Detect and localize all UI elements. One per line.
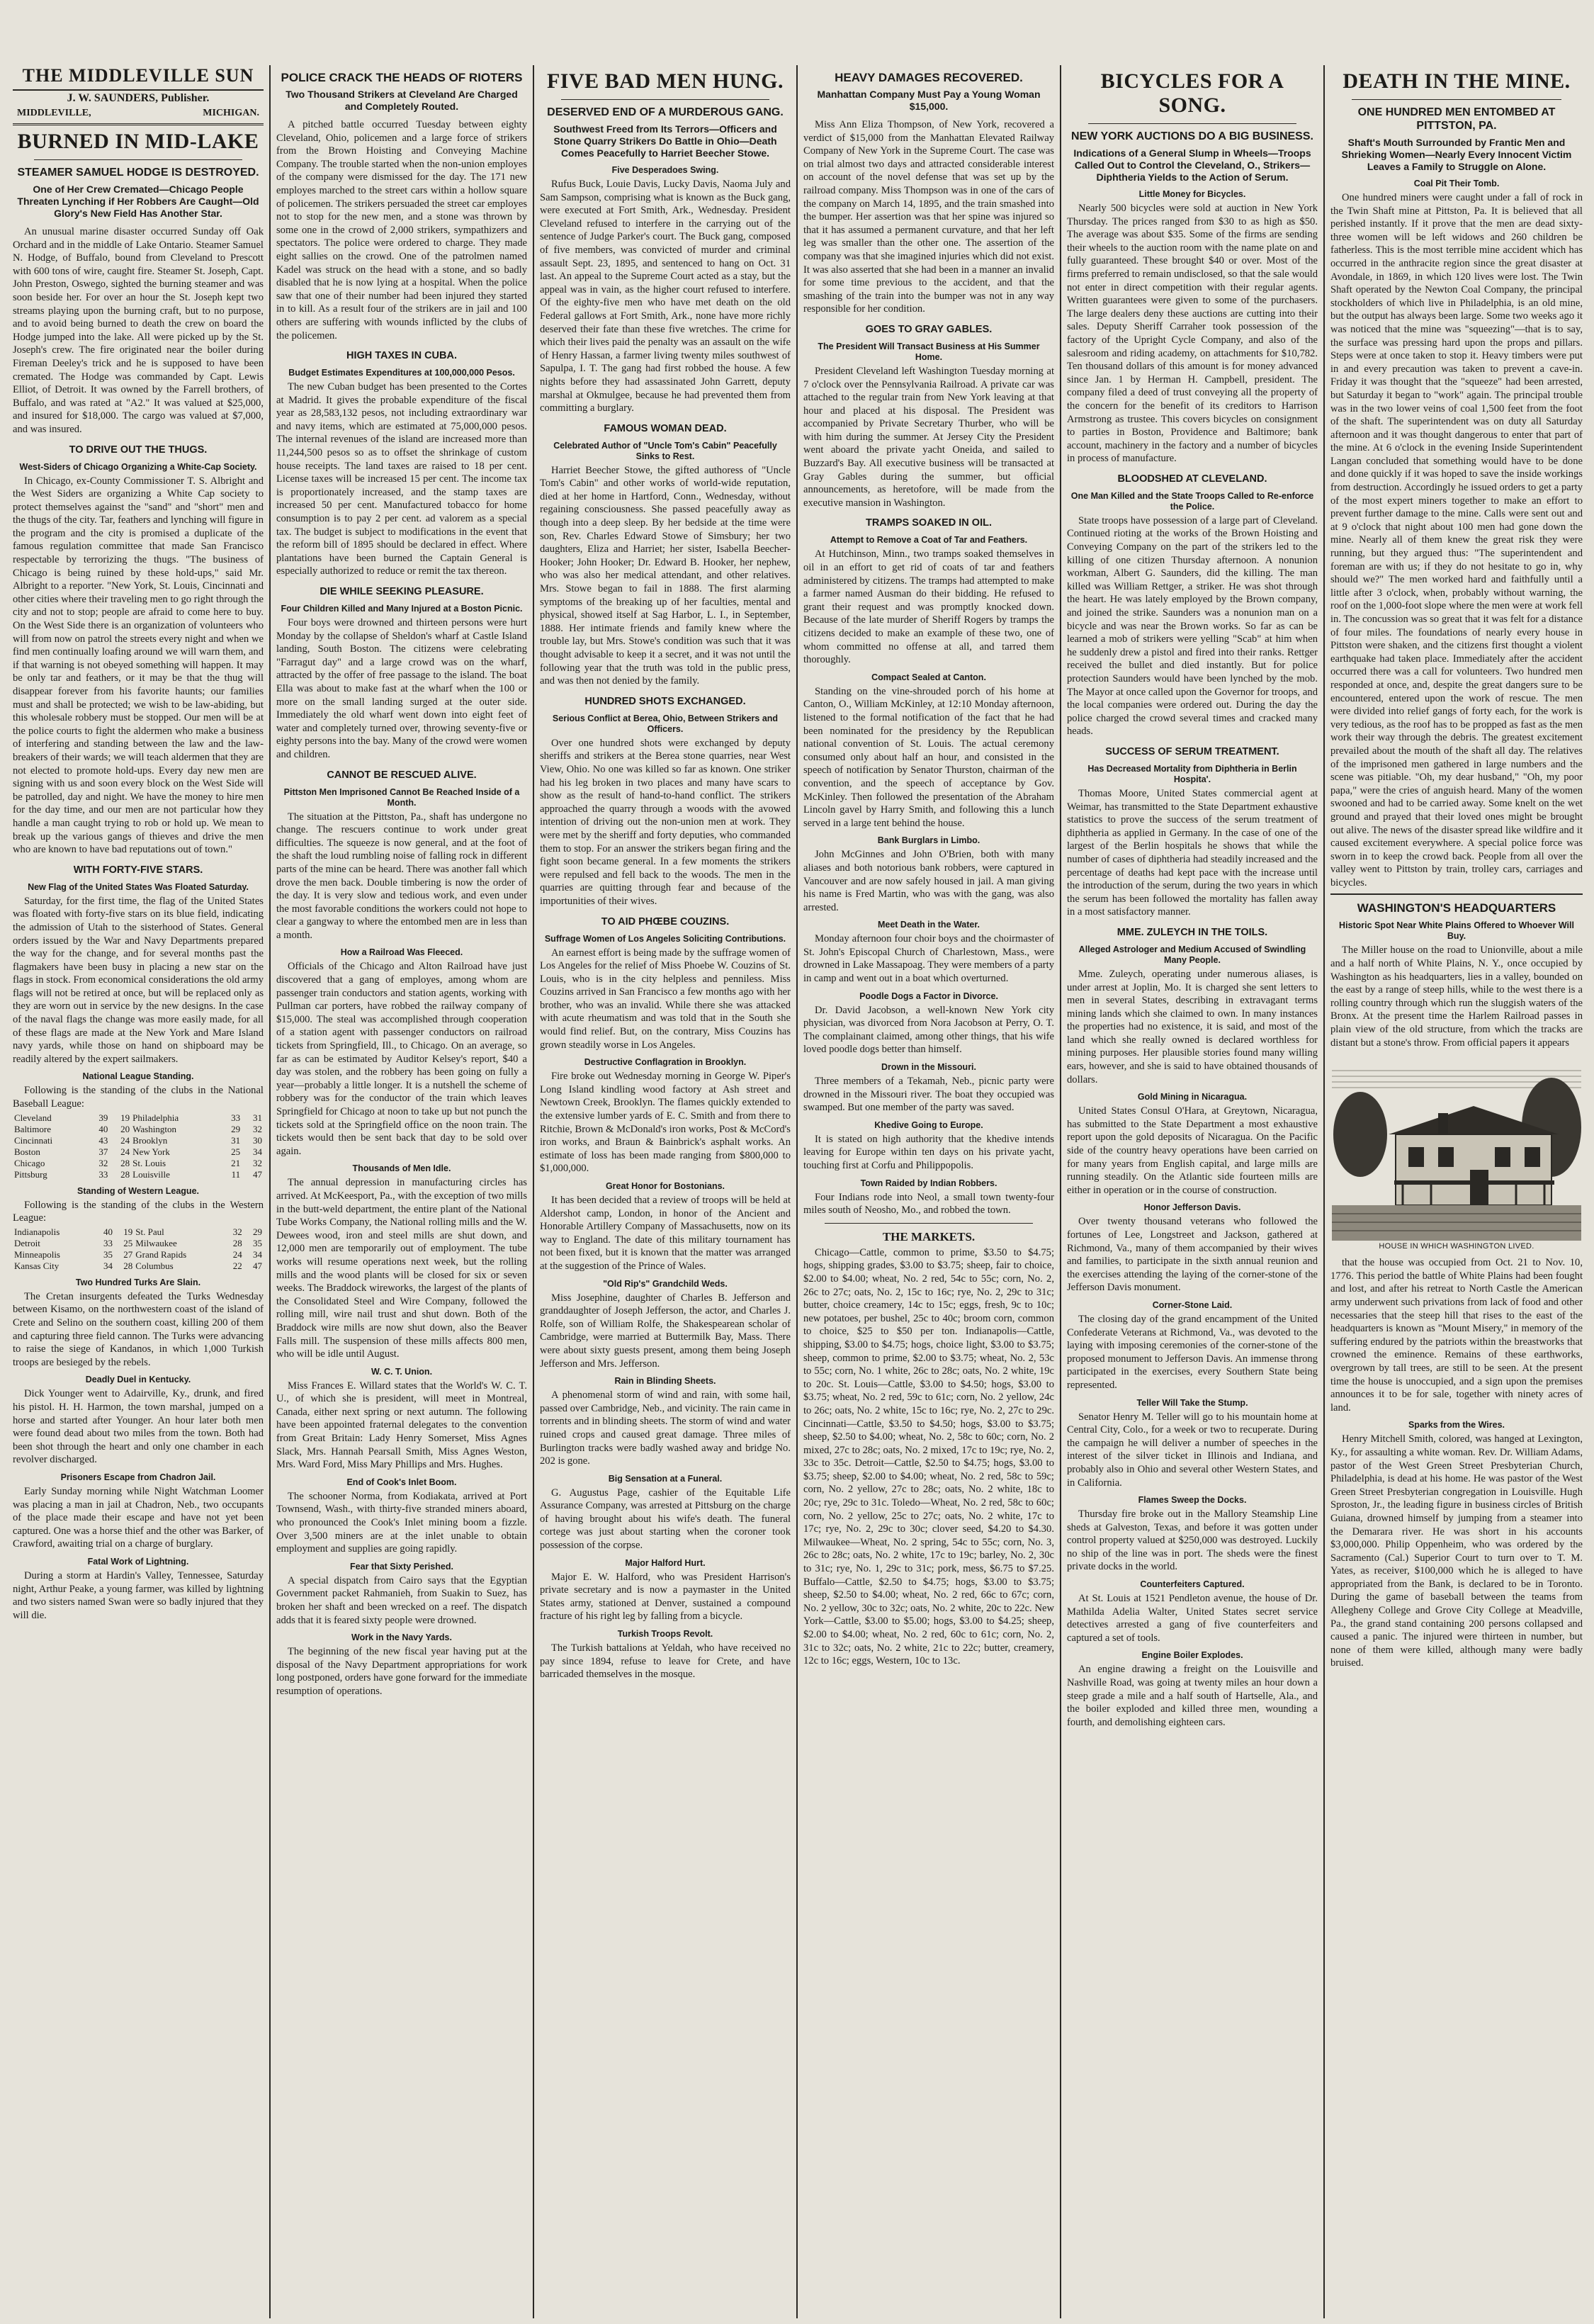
headline-turkish-troops: Turkish Troops Revolt. [617,1629,713,1640]
article-fear: A special dispatch from Cairo says that the Egyptian Government packet Rahmanieh, from Suakin to Suez, has broken her shaft and been wrecked on a reef. The dispatch adds that it is feared sixty people were drowned. [276,1574,527,1626]
headline-khedive: Khedive Going to Europe. [874,1119,983,1130]
standing-row [13,1226,264,1238]
headline-national-league: National League Standing. [82,1071,194,1082]
standing-row [13,1238,264,1249]
standing-row [13,1124,264,1135]
standing-cell: Grand Rapids [135,1248,187,1260]
standing-cell: Chicago [14,1157,45,1168]
article-coal-pit: One hundred miners were caught under a fall of rock in the Twin Shaft mine at Pittston, Pa. It is believed that all perished instantly. If it prove that the men are dead sixty-three women will be left widows and 260 children be fatherless. This is the most terrible mine accident which has occurred in the anthracite region since the great disaster at Avondale, in 1869, in which 120 lives were lost. The Twin Shaft operated by the Newton Coal Company, the principal stockholders of which live in Philadelphia, is an old mine, but the output has always been large. Some two weeks ago it was noticed that the mine was "squeezing"—that is to say, the surface was pressing hard upon the props and pillars. Steps were at once taken to stop it. Heavy timbers were put in and every precaution was taken to prevent a cave-in. Friday it was thought that the "squeeze" had been arrested, but Saturday it began to "work" again. The principal trouble was in the two lower veins of coal 1,500 feet from the foot of the shaft. The superintendent was on duty all Saturday afternoon and it was thought dangerous to enter that part of the mine. At 6 o'clock in the evening Inside Superintendent Langan concluded that something would have to be done and done quickly if it was hoped to save the inside workings from destruction. Accordingly he issued orders to get a party of the most expert miners together to make an effort to prevent further damage to the mine. Calls were sent out and at 9 o'clock that night about 100 men had gone down the mine. Nearly all of them knew the great risk they were running, but they argued thus: "The superintendent and foreman are with us; if they do not hesitate to go in, why should we?" The men worked hard and faithfully until a little after 3 o'clock, when, probably without warning, the roof on the 1,000-foot slope where the men were at work fell in. The concussion was so great that it was felt for a distance of four miles. The foundations of nearly every house in Pittston were shaken, and the citizens first thought a violent earthquake had taken place. Immediately after the accident occurred there was a call for volunteers. Two hundred men responded at once, and, despite the great dangers sure to be encountered, entered upon the work of rescue. The men were divided into relief gangs of forty each, for the work is very tedious, as the roof has to be propped as fast as the men work their way through the debris. The greatest excitement prevailed about the mouth of the shaft all day. The relatives of the imprisoned men gathered in large numbers and the scene was pitiable. "Oh, my dear husband," "Oh, my poor papa," were the cries of anguish heard. Many of the women swooned and had to be carried away. Some knelt on the wet ground and prayed that their loved ones might be brought out alive. The news of the disaster spread like wildfire and it caused excitement everywhere. A special police force was sworn in to keep the crowd back. People from all over the valley went to Pittston by train, trolley cars, carriages and bicycles. [1330,192,1583,889]
deck-tramps: Attempt to Remove a Coat of Tar and Feathers. [830,535,1028,546]
standing-cell: 22 [232,1260,242,1271]
standing-cell: 39 [98,1112,108,1123]
standing-cell: Philadelphia [132,1112,179,1123]
standing-row [13,1158,264,1169]
deck-zuleych: Alleged Astrologer and Medium Accused of Swindling Many People. [1078,944,1306,965]
headline-jail: Prisoners Escape from Chadron Jail. [60,1472,216,1482]
headline-washington: WASHINGTON'S HEADQUARTERS [1357,901,1556,915]
western-league-table [13,1226,264,1272]
standing-cell: 29 [231,1123,241,1134]
headline-wctu: W. C. T. Union. [371,1366,433,1377]
deck-damages: Manhattan Company Must Pay a Young Woman $15,000. [817,89,1041,112]
headline-docks: Flames Sweep the Docks. [1138,1495,1247,1506]
rule [1352,99,1561,100]
article-counterfeiters: At St. Louis at 1521 Pendleton avenue, the house of Dr. Mathilda Adelia Walter, United States secret service detectives arrested a gang of five counterfeiters and captured a set of tools. [1067,1593,1318,1644]
article-navy: The beginning of the new fiscal year having put at the disposal of the Navy Department appropriations for work long postponed, orders have gone forward for the immediate resumption of operations. [276,1646,527,1697]
deck-thugs: West-Siders of Chicago Organizing a White-Cap Society. [19,461,257,472]
article-turks: The Cretan insurgents defeated the Turks Wednesday between Kisamo, on the northwestern coast of the island of Crete and Selino on the southern coast, killing 200 of them and capturing three field cannon. The Turks were advancing to raise the siege of Kandanos, in which 1,000 Turkish troops are besieged by the rebels. [13,1290,264,1368]
column-2 [271,65,534,2318]
article-wctu: Miss Frances E. Willard states that the World's W. C. T. U., of which she is president, will meet in Montreal, Canada, either next spring or next autumn. The following have been appointed fraternal delegates to the convention from Great Britain: Lady Henry Somerset, Miss Agnes Slack, Mrs. Hannah Pearsall Smith, Miss Agnes Weston, Mrs. Ward Ford, Miss Mary Phillips and Mrs. Hughes. [276,1380,527,1471]
column-1 [7,65,271,2318]
article-missouri: Three members of a Tekamah, Neb., picnic party were drowned in the Missouri river. The boat they occupied was swamped. But one member of the party was saved. [803,1076,1054,1114]
article-little-money: Nearly 500 bicycles were sold at auction in New York Thursday. The prices ranged from $30 to as high as $50. The average was about $35. Some of the firms are sending their wheels to the auction room with the name plate on and fully guaranteed. These brought $40 or over. Most of the firms preferred to remain undisclosed, so that the sale would not enter in direct competition with their regular agents. Written guarantees were given to some of the purchasers. The large dealers deny these auctions are cutting into their sales. Deputy Sheriff Carraher took possession of the factory of the Upright Cycle Company, and also of the salesroom and riding academy, on attachments for $10,782. Ten thousand dollars of this amount is for money advanced since Jan. 1 by Herman H. Campbell, president. The company filed a deed of trust conveying all the property of the concern for the benefit of its creditors to Harrison Armstrong as trustee. This covers bicycles on consignment to parties in Boston, Providence and Baltimore; bank account, machinery in the factory and a number of bicycles in process of manufacture. [1067,203,1318,465]
article-bloodshed: State troops have possession of a large part of Cleveland. Continued rioting at the works of the Brown Hoisting and Conveying Company on the part of the strikers led to the killing of one citizen Thursday afternoon. A nonunion workman, Albert G. Saunders, did the killing. The man killed was William Rettger, a striker. He was shot through the heart. He was lately employed by the Brown company, and joined the strike. Saunders was a nonunion man on a bicycle and was near the Brown works. So far as can be learned a mob of strikers were yelling "Scab" at him when he suddenly drew a pistol and fired into their ranks. Rettger received the bullet and died instantly. But for police protection Saunders would have been lynched by the mob. The Mayor at once called upon the Governor for troops, and the local companies were ordered out. During the day the police charged the crowd several times and cracked many heads. [1067,514,1318,738]
standing-cell: 37 [98,1146,108,1157]
headline-cook: End of Cook's Inlet Boom. [346,1477,457,1487]
standing-cell: 32 [253,1157,262,1168]
standing-cell: 27 [123,1248,133,1260]
standing-cell: 28 [120,1157,130,1168]
article-pleasure: Four boys were drowned and thirteen persons were hurt Monday by the collapse of Sheldon's wharf at Castle Island landing, South Boston. The citizens were celebrating "Farragut day" and a large crowd was on the wharf, attracted by the offer of free passage to the island. The boat Ella was about to make fast at the wharf when the 100 or more on the small landing surged at the outer side. Immediately the old wharf went down into eight feet of water and completely turned over, throwing seventy-five or eighty persons into the bay. Many of the crowd were women and children. [276,617,527,760]
headline-stars: WITH FORTY-FIVE STARS. [73,864,203,876]
deck-stars: New Flag of the United States Was Floated Saturday. [28,881,249,892]
standing-cell: New York [132,1146,170,1157]
headline-serum: SUCCESS OF SERUM TREATMENT. [1105,745,1279,757]
article-jefferson-davis: Over twenty thousand veterans who followed the fortunes of Lee, Longstreet and Jackson, gathered at Richmond, Va., many of them accompanied by their wives and families, to participate in the sixth annual reunion and the exercises attending the laying of the corner-stone of the Jefferson Davis monument. [1067,1216,1318,1294]
deck-cuba: Budget Estimates Expenditures at 100,000,000 Pesos. [288,368,515,378]
deck-bloodshed: One Man Killed and the State Troops Called to Re-enforce the Police. [1070,490,1314,512]
article-lightning: During a storm at Hardin's Valley, Tennessee, Saturday night, Arthur Peake, a young farmer, was killed by lightning and two sisters named Swan were so badly injured that they will die. [13,1569,264,1621]
standing-cell: 29 [253,1226,262,1237]
standing-cell: Cincinnati [14,1134,53,1146]
column-4 [798,65,1061,2318]
standing-cell: 28 [232,1237,242,1248]
headline-mine: DEATH IN THE MINE. [1343,69,1571,93]
article-water: Monday afternoon four choir boys and the choirmaster of St. John's Episcopal Church of Charlestown, Mass., were drowned in Lake Massapoag. They were members of a party in camp and went out in a boat which overturned. [803,933,1054,985]
standing-cell: 47 [253,1260,262,1271]
article-turkish-troops: The Turkish battalions at Yeldah, who have received no pay since 1894, refuse to leave for Crete, and have barricaded themselves in the mosque. [540,1642,791,1681]
headline-tramps: TRAMPS SOAKED IN OIL. [865,517,993,529]
article-teller: Senator Henry M. Teller will go to his mountain home at Central City, Colo., for a week or two to recuperate. During the campaign he will deliver a number of speeches in the interest of the silver ticket in Illinois and Indiana, and probably also in Ohio and several other Western States, and in California. [1067,1411,1318,1489]
deck-stowe: Celebrated Author of "Uncle Tom's Cabin" Peacefully Sinks to Rest. [553,440,777,461]
article-zuleych: Mme. Zuleych, operating under numerous aliases, is under arrest at Joplin, Mo. It is charged she sent letters to men in several States, describing in extravagant terms mining lands which she claimed to own. In many instances the properties had no existence, it is said, and most of the land which she really owned is declared worthless for mining purposes. Her plausible stories found many willing ears, however, and she is said to have obtained thousands of dollars. [1067,968,1318,1085]
article-shots: Over one hundred shots were exchanged by deputy sheriffs and strikers at the Berea stone quarries, near West View, Ohio. No one was killed so far as known. One striker had his leg broken in two places and many have scars to show as the result of hand-to-hand conflict. The strikers approached the quarry through a woods with the avowed intention of driving out the non-union men at work. They were met by the sheriff and forty deputies, who commanded them to stop. For an answer the strikers began firing and the fight soon became general. In a few moments the strikers were repulsed and fell back to the woods. The men in the quarries are quitting through fear and because of the importunities of their wives. [540,737,791,907]
house-illustration [1332,1056,1581,1251]
article-railroad: Officials of the Chicago and Alton Railroad have just discovered that a gang of employes, among whom are passenger train conductors and station agents, working with Pullman car porters, have robbed the railway company of $15,000. The steal was accomplished through cooperation of a station agent with passenger conductors on railroad tickets from Springfield, Ill., to Chicago. On an average, so far as can be estimated by Auditor Kelsey's report, $40 a day was stolen, and the robbery has been going on fully a year—probably a little longer. It is a nutshell the scheme of robbery was for the conductor of the train which leaves Springfield for Chicago at noon to take up but not punch the tickets sold at the Springfield office on the noon train. The tickets would then be sent back that day to be sold over again. [276,961,527,1157]
article-duel: Dick Younger went to Adairville, Ky., drunk, and fired his pistol. H. H. Harmon, the town marshal, jumped on a horse and started after Younger. An hour later both men were found dead about two miles from the town. Both had been shot through the heart and only one chamber in each revolver discharged. [13,1388,264,1466]
article-poodle: Dr. David Jacobson, a well-known New York city physician, was divorced from Nora Jacobson at Perry, O. T. The complainant claimed, among other things, that his wife loved poodle dogs better than himself. [803,1004,1054,1056]
headline-counterfeiters: Counterfeiters Captured. [1140,1579,1245,1590]
headline-indian: Town Raided by Indian Robbers. [860,1178,997,1188]
headline-couzins: TO AID PHŒBE COUZINS. [601,915,730,927]
article-old-rip: Miss Josephine, daughter of Charles B. Jefferson and granddaughter of Joseph Jefferson, the actor, and Charles J. Rolfe, son of William Rolfe, the Shakespearean scholar of Cambridge, were married at Buttermilk Bay, Mass. There were about sixty guests present, among them being Joseph Jefferson and Mrs. Jefferson. [540,1292,791,1370]
headline-bicycles: BICYCLES FOR A SONG. [1100,69,1284,117]
standing-cell: 35 [253,1237,262,1248]
standing-row [13,1135,264,1146]
standing-cell: 32 [232,1226,242,1237]
standing-cell: 24 [120,1146,130,1157]
article-halford: Major E. W. Halford, who was President Harrison's private secretary and is now a paymaster in the United States army, stationed at Denver, sustained a compound fracture of his right leg by falling from a bicycle. [540,1571,791,1623]
house-engraving-image [1332,1056,1581,1241]
deck-washington: Historic Spot Near White Plains Offered to Whoever Will Buy. [1339,920,1574,942]
standing-cell: St. Paul [135,1226,164,1237]
headline-rain: Rain in Blinding Sheets. [614,1376,716,1387]
column-6 [1325,65,1588,2318]
headline-nicaragua: Gold Mining in Nicaragua. [1137,1092,1248,1102]
headline-western-league: Standing of Western League. [77,1185,199,1196]
article-funeral: G. Augustus Page, cashier of the Equitable Life Assurance Company, was arrested at Pittsburg on the charge of having brought about his wife's death. The funeral cortege was just about starting when the coroner took possession of the corpse. [540,1487,791,1552]
standing-cell: Minneapolis [14,1248,60,1260]
headline-water: Meet Death in the Water. [877,920,980,930]
article-washington: The Miller house on the road to Unionville, about a mile and a half north of White Plains, N. Y., once occupied by Washington as his headquarters, lies in a valley, bounded on the east by a range of steep hills, while to the west there is a rolling country through which run the sluggish waters of the Bronx. At the present time the Harlem Railroad passes in plain view of the old structure, from which the tracks are distant but a stone's throw. From official papers it appears [1330,944,1583,1049]
masthead-town: MIDDLEVILLE, [17,108,91,118]
article-docks: Thursday fire broke out in the Mallory Steamship Line sheds at Galveston, Texas, and before it was gotten under control property valued at $250,000 was destroyed. Luckily no ship of the line was in port. The sheds were the finest private docks in the world. [1067,1508,1318,1573]
article-thugs: In Chicago, ex-County Commissioner T. S. Albright and the West Siders are organizing a White Cap society to protect themselves against the "sand" and "short" men and the thugs of the city. Tar, feathers and lynching will figure in the program and the city is promised a duplicate of the famous regulation committee that made San Francisco respectable by terrorizing the thugs. "The business of Chicago is being ruined by these hold-ups," said Mr. Albright to a reporter. "New York, St. Louis, Cincinnati and other cities where their traveling men to go right through the city and not to stop; people are afraid to come here to buy. On the West Side there is an organization of volunteers who will from now on patrol the streets every night and when we find men continually loafing around we will warn them, and if that warning is not obeyed something will happen. It may be only tar and feathers, or it may be that the thug will disappear forever from his favorite haunts; our families must and shall be protected; we wish to be law-abiding, but this wholesale robbery must be stopped. Our men will be at the police courts to fight the aldermen who make a business of interfering and standing between the law and the law-breakers of their wards; we will teach aldermen that they are not elected to promote hold-ups. Every day new men are signing with us and soon every block on the West Side will be patrolled, day and night. We have the money to hire men for the day time, and our men are not particular how they handle a man caught trying to rob or hold up. We mean to break up the various gangs of thieves and drive the men who are known to have bad reputations out of town." [13,475,264,856]
standing-cell: 31 [231,1134,241,1146]
masthead-state: MICHIGAN. [203,108,259,118]
headline-thugs: TO DRIVE OUT THE THUGS. [69,444,208,456]
article-brooklyn-fire: Fire broke out Wednesday morning in George W. Piper's Long Island kindling wood factory at Ash street and Newtown Creek, Brooklyn. The flames quickly extended to the extensive lumber yards of E. C. Smith and from there to Ritchie, Brown & McDonald's iron works, Post & McCord's iron works, and Braun & Bainbrick's asphalt works. An estimate of loss has been made ranging from $800,000 to $1,000,000. [540,1071,791,1175]
standing-cell: Louisville [132,1168,170,1180]
subhead-bicycles: NEW YORK AUCTIONS DO A BIG BUSINESS. [1071,130,1313,142]
rule [561,99,769,100]
headline-jefferson-davis: Honor Jefferson Davis. [1143,1202,1241,1213]
headline-shots: HUNDRED SHOTS EXCHANGED. [584,695,746,707]
article-idle: The annual depression in manufacturing circles has arrived. At McKeesport, Pa., with the exception of two mills in the butt-weld department, the entire plant of the National Tube Works Company, the National rolling mills and the W. Dewees wood, iron and steel mills are shut down, and 12,000 men are temporarily out of employment. The tube works will resume operations next week, but the rolling mills and the wood plants will be closed for six or seven weeks. The Braddock wireworks, the largest of the plants of the Consolidated Steel and Wire Company, followed the rolling mill, wire nail trust and shut down. Both of the Braddock wire mills are now shut down, also the Beaver Falls mill. The suspension of these mills affects 800 men, who will be idle until August. [276,1177,527,1360]
article-markets: Chicago—Cattle, common to prime, $3.50 to $4.75; hogs, shipping grades, $3.00 to $3.75; sheep, fair to choice, $2.00 to $4.00; wheat, No. 2 red, 54c to 55c; corn, No. 2, 26c to 27c; oats, No. 2, 15c to 16c; rye, No. 2, 29c to 31c; butter, choice creamery, 14c to 15c; eggs, fresh, 9c to 10c; new potatoes, per bushel, 25c to 40c; broom corn, common to choice, $25 to $50 per ton. Indianapolis—Cattle, shipping, $3.00 to $4.75; hogs, choice light, $3.00 to $3.75; sheep, common to prime, $2.00 to $3.75; wheat, No. 2, 53c to 55c; corn, No. 1 white, 26c to 28c; oats, No. 2 white, 19c to 20c. St. Louis—Cattle, $3.00 to $4.50; hogs, $3.00 to $3.75; wheat, No. 2 red, 59c to 61c; corn, No. 2 yellow, 24c to 26c; oats, No. 2 white, 15c to 16c; rye, No. 2, 27c to 29c. Cincinnati—Cattle, $3.50 to $4.50; hogs, $3.00 to $3.75; sheep, $2.50 to $4.00; wheat, No. 2, 58c to 60c; corn, No. 2 mixed, 27c to 28c; oats, No. 2 mixed, 17c to 19c; rye, No. 2, 33c to 35c. Detroit—Cattle, $2.50 to $4.75; hogs, $3.00 to $3.75; sheep, $2.00 to $4.00; wheat, No. 2 red, 58c to 59c; corn, No. 2 yellow, 27c to 28c; oats, No. 2 white, 18c to 20c; rye, 29c to 31c. Toledo—Wheat, No. 2 red, 58c to 60c; corn, No. 2 yellow, 25c to 27c; oats, No. 2 white, 17c to 17c; rye, No. 2, 29c to 30c; clover seed, $4.20 to $4.30. Milwaukee—Wheat, No. 2 spring, 54c to 55c; corn, No. 3, 26c to 28c; oats, No. 2 white, 17c to 19c; barley, No. 2, 30c to 31c; rye, No. 1, 29c to 31c; pork, mess, $6.75 to $7.25. Buffalo—Cattle, $2.50 to $4.75; hogs, $3.00 to $3.75; sheep, $2.50 to $4.00; wheat, No. 2 red, 66c to 67c; corn, No. 2 yellow, 30c to 32c; oats, No. 2 white, 20c to 22c. New York—Cattle, $3.00 to $5.00; hogs, $3.00 to $4.25; sheep, $2.00 to $4.00; wheat, No. 2 red, 60c to 61c; corn, No. 2, 31c to 32c; oats, No. 2 white, 21c to 22c; butter, creamery, 12c to 16c; eggs, Western, 10c to 13c. [803,1246,1054,1667]
column-5 [1061,65,1325,2318]
standing-cell: Baltimore [14,1123,51,1134]
article-rain: A phenomenal storm of wind and rain, with some hail, passed over Cambridge, Neb., and vicinity. The rain came in torrents and in blinding sheets. The storm of wind and water ruined crops and caused great damage. Three miles of Burlington tracks were badly washed away and bridge No. 202 is gone. [540,1389,791,1467]
standing-cell: 32 [98,1157,108,1168]
headline-pleasure: DIE WHILE SEEKING PLEASURE. [320,586,484,597]
standing-cell: Pittsburg [14,1168,47,1180]
article-rescue: The situation at the Pittston, Pa., shaft has undergone no change. The rescuers continue to work under great difficulties. The squeeze is now general, and at the foot of the shaft the loud rumbling noise of falling rock in different parts of the mine can be heard. There was another fall which drove the men back. Double timbering is now the order of the day. It is very slow and tedious work, and even under the most favorable conditions the workers could not hope to clear a gangway to where the entombed men are in less than a month. [276,811,527,941]
rule [825,1223,1033,1224]
standing-cell: Columbus [135,1260,174,1271]
headline-lightning: Fatal Work of Lightning. [87,1556,189,1567]
headline-idle: Thousands of Men Idle. [352,1163,451,1174]
headline-bloodshed: BLOODSHED AT CLEVELAND. [1117,473,1267,485]
standing-row [13,1169,264,1180]
deck-shots: Serious Conflict at Berea, Ohio, Between Strikers and Officers. [552,713,779,734]
national-league-intro: Following is the standing of the clubs in the National Baseball League: [13,1085,264,1110]
headline-old-rip: "Old Rip's" Grandchild Weds. [603,1278,728,1289]
rule [34,159,242,160]
standing-cell: 33 [98,1168,108,1180]
article-rioters: A pitched battle occurred Tuesday between eighty Cleveland, Ohio, policemen and a large force of strikers from the Brown Hoisting and Conveying Machine Company. The trouble started when the non-union employes of the company were dismissed for the day. The 171 new employes marched to the street cars within a hollow square of policemen. The strikers persuaded the street car employes not to stop for the new men, and a stone was thrown by some one in the crowd of 2,000 strikers, sympathizers and spectators. The police were ordered to charge. They made eight sallies on the crowd. One of the patrolmen named Kadel was struck on the head with a stone, and so badly disabled that he is now lying at a hospital. When the police saw that one of their number had been injured they started in to kill. As a result four of the strikers are in jail and 100 others are suffering with wounds inflicted by the clubs of the policemen. [276,119,527,342]
standing-row [13,1146,264,1158]
standing-cell: Kansas City [14,1260,60,1271]
standing-cell: 24 [120,1134,130,1146]
standing-cell: Detroit [14,1237,40,1248]
headline-bad-men: FIVE BAD MEN HUNG. [546,69,784,93]
standing-cell: 25 [123,1237,133,1248]
headline-zuleych: MME. ZULEYCH IN THE TOILS. [1117,926,1268,938]
article-corner-stone: The closing day of the grand encampment of the United Confederate Veterans at Richmond, Va., was devoted to the laying with imposing ceremonies of the corner-stone of the proposed monument to Jefferson Davis. An immense throng participated in the exercises, every Southern State being represented. [1067,1313,1318,1391]
headline-coal-pit: Coal Pit Their Tomb. [1413,179,1500,188]
standing-cell: 25 [231,1146,241,1157]
article-damages: Miss Ann Eliza Thompson, of New York, recovered a verdict of $15,000 from the Manhattan Elevated Railway Company of New York in the Supreme Court. The case was on trial almost two days and attracted considerable interest on account of the novel defense that was set up by the railroad company. Miss Thompson was in one of the cars of the company on March 14, 1895, and the train smashed into the bumper. Her assertion was that her spine was injured so that it has assumed a permanent curvature, and that her left leg was smaller than the other one. The assertion of the company was that she imagined injuries which did not exist. It was also asserted that she had been in a manner an invalid for some time previous to the accident, and that the smashing of the train into the bumper was not in any way responsible for her condition. [803,119,1054,315]
standing-cell: Boston [14,1146,40,1157]
standing-cell: 28 [123,1260,133,1271]
standing-cell: 19 [120,1112,130,1123]
headline-poodle: Poodle Dogs a Factor in Divorce. [859,991,998,1001]
illustration-caption: HOUSE IN WHICH WASHINGTON LIVED. [1379,1242,1534,1251]
article-cuba: The new Cuban budget has been presented to the Cortes at Madrid. It gives the probable expenditure of the fiscal year as 28,583,132 pesos, not including extraordinary war and navy items, which are estimated at 75,000,000 pesos. The internal revenues of the island are increased more than 11,244,500 pesos so as to offset the shrinkage of custom house receipts. The land taxes are raised to 18 per cent. License taxes will be increased 15 per cent. The income tax is proportionately increased, and the stamp taxes are increased 50 per cent. Manufactured tobacco for home consumption is to pay 2 per cent. ad valorem as a special tax. The budget is subject to modifications in the event that the reform bill of 1895 should be declared in effect. Where plantations have been burned the Captain General is especially authorized to reduce or remit the tax thereon. [276,381,527,577]
deck-rescue: Pittston Men Imprisoned Cannot Be Reached Inside of a Month. [283,786,520,808]
article-gray-gables: President Cleveland left Washington Tuesday morning at 7 o'clock over the Pennsylvania Railroad. A private car was attached to the regular train from New York leaving at that hour and placed at his disposal. The President was accompanied by Private Secretary Thurber, who will be with him during the summer. At Jersey City the President went aboard the private yacht Oneida, and sailed to Buzzard's Bay. All executive business will be transacted at Gray Gables during the summer, but official announcements, as heretofore, will be made from the executive mansion in Washington. [803,365,1054,509]
standing-row [13,1112,264,1124]
column-3 [534,65,798,2318]
article-stars: Saturday, for the first time, the flag of the United States was floated with forty-five stars on its blue field, indicating the admission of Utah to the sisterhood of States. General orders issued by the War and Navy Departments prepared the way for the change, and for several months past the flagmakers have been busy in placing a new star on the flags in stock. From economical considerations the old army flags will not be retired at once, but will be replaced only as they are worn out in service by the new designs. In the case of the naval flags the change was more easily made, for all of these flags are made at the New York and Mare Island navy yards, while those on hand on shipboard may be readily altered by the expert sailmakers. [13,895,264,1065]
standing-cell: 28 [120,1168,130,1180]
headline-stowe: FAMOUS WOMAN DEAD. [604,422,727,434]
article-bostonians: It has been decided that a review of troops will be held at Aldershot camp, London, in honor of the Ancient and Honorable Artillery Company of Massachusetts, now on its way to England. The date of this military tournament has not been fixed, but it is known that the matter was arranged at the suggestion of the Prince of Wales. [540,1195,791,1272]
article-hodge: An unusual marine disaster occurred Sunday off Oak Orchard and in the middle of Lake Ontario. Steamer Samuel N. Hodge, of Buffalo, bound from Cleveland to Prescott with 600 tons of wire, caught fire. Steamer St. Joseph, Capt. John Preston, Oswego, sighted the burning steamer and was soon beside her. For over an hour the St. Joseph kept two streams playing upon the burning craft, but to no purpose, and to avoid being burned to death the crew on board the Hodge jumped into the lake. All were picked up by the St. Joseph's crew. The fire originated near the boiler during Fireman Deeley's trick and he is supposed to have been cremated. The Hodge was commanded by Capt. Lewis Elliot, of Detroit. It was owned by the Farrell brothers, of Buffalo, and was rated at "A2." It was valued at $25,000, and insured for $18,000. The cargo was valued at $7,000, and was insured. [13,226,264,435]
article-indian: Four Indians rode into Neol, a small town twenty-four miles south of Neosho, Mo., and robbed the town. [803,1191,1054,1217]
standing-cell: Brooklyn [132,1134,168,1146]
headline-funeral: Big Sensation at a Funeral. [608,1473,723,1484]
subhead-hodge: STEAMER SAMUEL HODGE IS DESTROYED. [17,167,259,179]
standing-cell: 20 [120,1123,130,1134]
article-cook: The schooner Norma, from Kodiakata, arrived at Port Townsend, Wash., with thirty-five stranded miners aboard, who pronounced the Cook's Inlet mining boom a fizzle. Over 3,500 miners are at the inlet unable to obtain employment and supplies are going rapidly. [276,1490,527,1555]
masthead-publisher: J. W. SAUNDERS, Publisher. [67,92,210,104]
headline-halford: Major Halford Hurt. [625,1557,706,1568]
standing-cell: 40 [98,1123,108,1134]
deck-bad-men: Southwest Freed from Its Terrors—Officers and Stone Quarry Strikers Do Battle in Ohio—Death Comes Peacefully to Harriet Beecher Stowe. [553,123,777,159]
headline-rioters: POLICE CRACK THE HEADS OF RIOTERS [281,71,523,84]
headline-markets: THE MARKETS. [882,1229,976,1243]
article-sparks: Henry Mitchell Smith, colored, was hanged at Lexington, Ky., for assaulting a white woman. Rev. Dr. William Adams, pastor of the West Green Street Presbyterian Church, Philadelphia, is dead at his home. He was pastor of the West Green Street Presbyterian congregation in Louisville. Hugh Sproston, Jr., the leading figure in business circles of British Guiana, drowned himself by jumping from a steamer into the Demarara river. He was short in his accounts $3,000,000. Philip Oppenheim, who was ordered by the Sacramento (Cal.) Superior Court to turn over to T. M. Yates, as receiver, $100,000 which he is alleged to have appropriated from the Bank, is declared to be in Toronto. During the game of baseball between the teams from Allegheny College and Grove City College at Meadville, Pa., the grand stand containing 200 persons collapsed and caused a panic. The injured were thirteen in number, but none of them were killed, although many were badly bruised. [1330,1433,1583,1669]
standing-cell: St. Louis [132,1157,166,1168]
deck-rioters: Two Thousand Strikers at Cleveland Are Charged and Completely Routed. [286,89,518,112]
headline-little-money: Little Money for Bicycles. [1138,189,1246,199]
deck-bicycles: Indications of a General Slump in Wheels—Troops Called Out to Control the Cleveland, O., Strikers—Diphtheria Yields to the Action of Serum. [1073,147,1311,183]
masthead [13,65,264,125]
subhead-bad-men: DESERVED END OF A MURDEROUS GANG. [547,106,784,118]
article-tramps: At Hutchinson, Minn., two tramps soaked themselves in oil in an effort to get rid of coats of tar and feathers administered by citizens. The tramps had attempted to make a farmer named Ausman do their bidding. He refused to grant their request and was promptly knocked down. Because of the late murder of Sheriff Rogers by tramps the citizens decided to make an example of these two, one of whom committed no offense at all, and tarred them thoroughly. [803,548,1054,666]
article-boiler: An engine drawing a freight on the Louisville and Nashville Road, was going at twenty miles an hour down a steep grade a mile and a half south of Hartselle, Ala., and the boiler exploded and killed three men, wounding a fourth, and demolishing eighteen cars. [1067,1664,1318,1728]
rule [1088,123,1296,124]
masthead-location [13,106,264,125]
national-league-table [13,1112,264,1180]
standing-cell: 34 [253,1248,262,1260]
standing-cell: 21 [231,1157,241,1168]
standing-row [13,1260,264,1272]
article-canton: Standing on the vine-shrouded porch of his home at Canton, O., William McKinley, at 12:10 Monday afternoon, listened to the formal notification of the fact that he had been nominated for the presidency by the Republican national convention of St. Louis. The actual ceremony consumed only about half an hour, and consisted in the speech of notification by Senator Thurston, chairman of the convention, and the speech of acceptance by Gov. McKinley. Then followed the presentation of the Abraham Lincoln gavel by Harry Smith, and following this a lunch served in a large tent behind the house. [803,685,1054,829]
article-khedive: It is stated on high authority that the khedive intends leaving for Europe within ten days on his private yacht, touching first at Corfu and Philippopolis. [803,1133,1054,1171]
headline-navy: Work in the Navy Yards. [351,1632,452,1643]
western-league-intro: Following is the standing of the clubs in the Western League: [13,1199,264,1224]
standing-cell: 19 [123,1226,133,1237]
standing-cell: 33 [103,1237,113,1248]
deck-mine: Shaft's Mouth Surrounded by Frantic Men and Shrieking Women—Nearly Every Innocent Victim Leaves a Family to Struggle on Alone. [1341,137,1572,172]
masthead-title: THE MIDDLEVILLE SUN [13,65,264,91]
article-washington-cont: that the house was occupied from Oct. 21 to Nov. 10, 1776. This period the battle of White Plains had been fought and lost, and after his retreat to North Castle the American army underwent such privations from lack of food and other necessaries that the steep hill that rises to the east of the headquarters is known as "Mount Misery," in memory of the suffering endured by the patriots within the breastworks that crowned the eminence. Remains of these earthworks, overgrown by tall trees, are still to be seen. At the present time the house is unoccupied, and a sign upon the premises announces it to be for sale, together with ninety acres of land. [1330,1257,1583,1414]
deck-serum: Has Decreased Mortality from Diphtheria in Berlin Hospita'. [1087,763,1297,784]
article-stowe: Harriet Beecher Stowe, the gifted authoress of "Uncle Tom's Cabin" and other works of world-wide reputation, died at her home in Hartford, Conn., Wednesday, without regaining consciousness. She passed peacefully away as though into a deep sleep. By her bedside at the time were son, Rev. Charles Edward Stowe of Simsbury; her two daughters, Eliza and Harriet; her sister, Isabella Beecher-Hooker; John Hooker; Dr. Edward B. Hooker, her nephew, who was also her medical attendant, and other relatives. Mrs. Stowe began to fail in 1888. The first alarming symptoms of the breaking up of her faculties, mental and physical, showed itself at Sag Harbor, L. I., in September, 1888. Her intimate friends and family knew where the trouble lay, but Mrs. Stowe's condition was such that it was thought advisable to keep it a secret, and it was not until the following year that the truth was told in the public press, and was then not denied by the family. [540,464,791,687]
article-desperadoes: Rufus Buck, Louie Davis, Lucky Davis, Naoma July and Sam Sampson, comprising what is known as the Buck gang, were executed at Fort Smith, Ark., Wednesday. President Cleveland refused to interfere in the carrying out of the sentence of Judge Parker's court. The Buck gang, composed of five members, was convicted of murder and criminal assault Sept. 23, 1895, and sentenced to hang on Oct. 31 last. An appeal to the Supreme Court acted as a stay, but the appeal was in vain, as the higher court refused to interfere. Of the eighty-five men who have met death on the old Federal gallows at Fort Smith, Ark., none have more richly deserved their fate than these five wretches. The crime for which their lives paid the penalty was an assault on the wife of Henry Hassan, a farmer living twenty miles southwest of Sapulpa, I. T. The gang had first robbed the house. A few nights before they had assassinated John Garrett, deputy marshal at Okmulgee, because he had prevented them from committing a burglary. [540,179,791,414]
headline-missouri: Drown in the Missouri. [881,1062,977,1073]
subhead-mine: ONE HUNDRED MEN ENTOMBED AT PITTSTON, PA. [1357,106,1556,132]
headline-brooklyn-fire: Destructive Conflagration in Brooklyn. [584,1057,747,1068]
standing-cell: 31 [253,1112,262,1123]
standing-cell: Cleveland [14,1112,52,1123]
headline-railroad: How a Railroad Was Fleeced. [340,947,463,958]
standing-cell: 33 [231,1112,241,1123]
standing-cell: 32 [253,1123,262,1134]
headline-gray-gables: GOES TO GRAY GABLES. [865,323,993,335]
standing-cell: 34 [103,1260,113,1271]
rule [1330,893,1583,895]
standing-cell: 11 [231,1168,241,1180]
deck-hodge: One of Her Crew Cremated—Chicago People Threaten Lynching if Her Robbers Are Caught—Old Glory's New Field Has Another Star. [17,184,259,219]
headline-turks: Two Hundred Turks Are Slain. [75,1277,201,1287]
standing-cell: 34 [253,1146,262,1157]
article-couzins: An earnest effort is being made by the suffrage women of Los Angeles for the relief of Miss Phoebe W. Couzins of St. Louis, who is in the city helpless and penniless. Miss Couzins arrived in San Francisco a few months ago with her brother, who was an invalid. While there she was attacked with acute rheumatism and was told that in the South she would find relief. But, on the contrary, Miss Couzins has grown steadily worse in Los Angeles. [540,947,791,1051]
headline-cuba: HIGH TAXES IN CUBA. [346,350,458,362]
headline-damages: HEAVY DAMAGES RECOVERED. [835,71,1023,84]
deck-gray-gables: The President Will Transact Business at His Summer Home. [818,341,1040,362]
standing-cell: 47 [253,1168,262,1180]
standing-cell: Washington [132,1123,176,1134]
deck-pleasure: Four Children Killed and Many Injured at a Boston Picnic. [281,604,523,614]
article-limbo: John McGinnes and John O'Brien, both with many aliases and both notorious bank robbers, were captured in Vancouver and are now safely housed in jail. A man giving his name is Fred Martin, who was with the gang, was also arrested. [803,849,1054,913]
deck-couzins: Suffrage Women of Los Angeles Soliciting Contributions. [544,933,786,944]
article-jail: Early Sunday morning while Night Watchman Loomer was placing a man in jail at Chadron, Neb., two occupants of the place made their escape and have not yet been captured. One was a horse thief and the other was Barker, of Crawford, awaiting trial on a charge of burglary. [13,1485,264,1550]
headline-fear: Fear that Sixty Perished. [350,1561,453,1572]
headline-teller: Teller Will Take the Stump. [1136,1397,1248,1408]
headline-burned: BURNED IN MID-LAKE [17,130,259,153]
headline-boiler: Engine Boiler Explodes. [1141,1650,1243,1661]
standing-cell: Milwaukee [135,1237,177,1248]
standing-cell: 40 [103,1226,113,1237]
headline-bostonians: Great Honor for Bostonians. [605,1181,725,1191]
headline-limbo: Bank Burglars in Limbo. [877,835,980,846]
standing-cell: 35 [103,1248,113,1260]
columns [7,65,1588,2318]
headline-corner-stone: Corner-Stone Laid. [1152,1299,1233,1310]
standing-row [13,1249,264,1260]
headline-sparks: Sparks from the Wires. [1408,1420,1505,1431]
headline-duel: Deadly Duel in Kentucky. [85,1375,191,1385]
standing-cell: 43 [98,1134,108,1146]
standing-cell: 30 [253,1134,262,1146]
standing-cell: Indianapolis [14,1226,60,1237]
headline-canton: Compact Sealed at Canton. [871,672,986,682]
headline-desperadoes: Five Desperadoes Swing. [611,165,719,175]
article-nicaragua: United States Consul O'Hara, at Greytown, Nicaragua, has submitted to the State Department a most exhaustive report upon the gold deposits of Nicaragua. On the Pacific side of the country heavy operations have been carried on for many years from English capital, and large mills are running steadily. On the Atlantic side fourteen mills are either in operation or in the course of construction. [1067,1105,1318,1196]
headline-rescue: CANNOT BE RESCUED ALIVE. [327,769,477,781]
standing-cell: 24 [232,1248,242,1260]
article-serum: Thomas Moore, United States commercial agent at Weimar, has transmitted to the State Department exhaustive statistics to prove the success of the serum treatment of diphtheria as applied in Germany. In the case of one of the largest of the Berlin hospitals he shows that while the number of cases of diphtheria had steadily increased and the percentage of deaths had kept pace with the increase until the introduction of the serum, during the two years in which the serum has been followed the mortality has fallen away in a most satisfactory manner. [1067,787,1318,918]
